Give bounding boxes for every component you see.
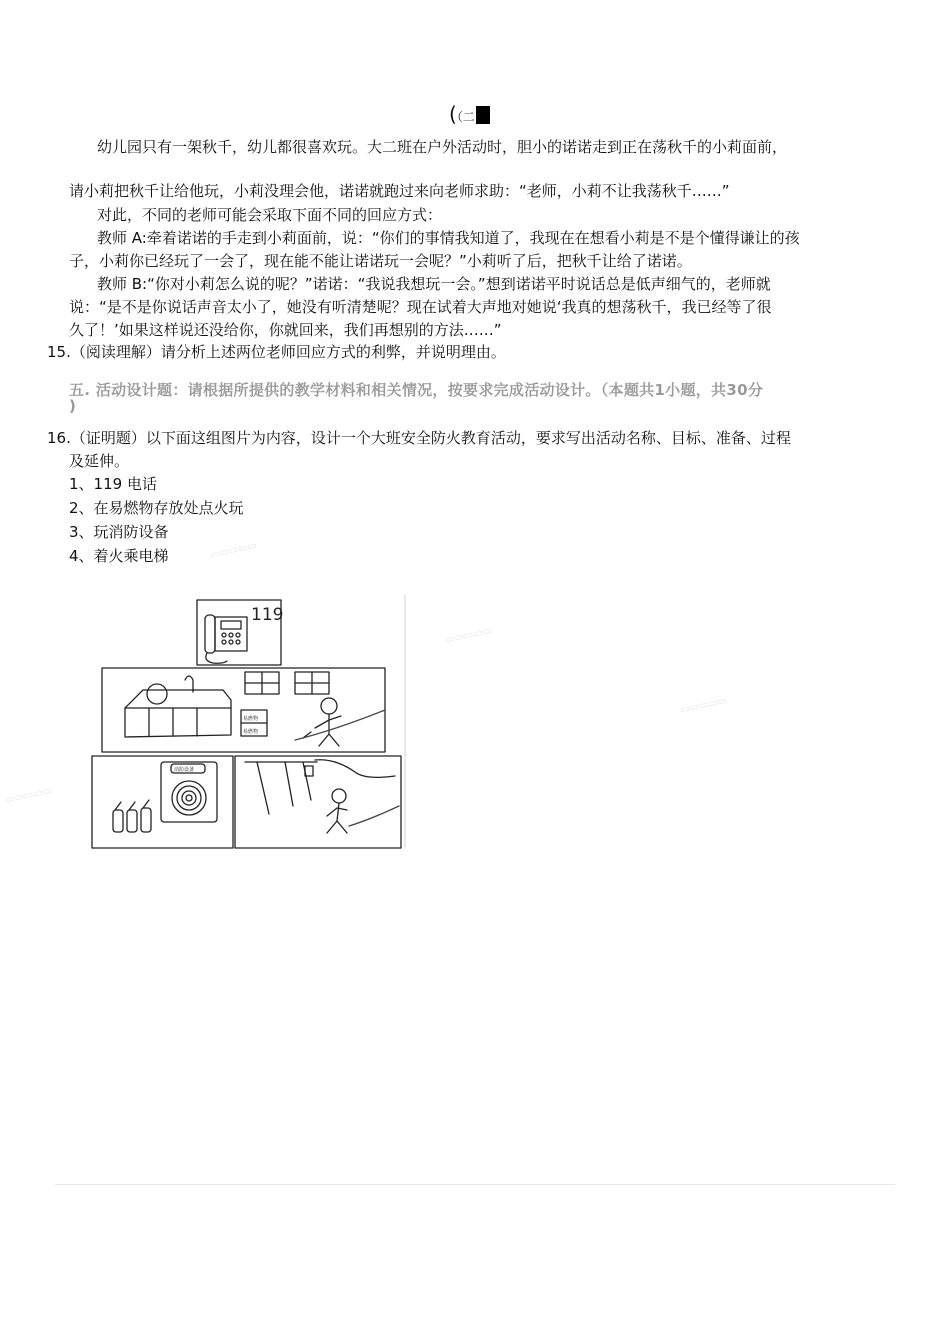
passage-line-4b: 子，小莉你已经玩了一会了，现在能不能让诺诺玩一会呢？”小莉听了后，把秋千让给了诺诺。 — [69, 252, 692, 270]
panel-fire-equipment — [92, 756, 233, 848]
box-label-2: 易燃物 — [243, 729, 259, 735]
panel-elevator — [235, 756, 401, 848]
section-5-title-end: ) — [69, 397, 76, 415]
watermark: ▭▭▭▭▭ — [679, 695, 728, 716]
box-label-1: 易燃物 — [243, 716, 259, 722]
passage-line-5c: 久了！’如果这样说还没给你，你就回来，我们再想别的方法……” — [69, 321, 502, 339]
passage-line-5a: 教师 B:“你对小莉怎么说的呢？”诺诺：“我说我想玩一会。”想到诺诺平时说话总是低声细气的，老师就 — [97, 275, 771, 293]
phone-number: 119 — [251, 605, 284, 625]
question-16-item-2: 2、在易燃物存放处点火玩 — [69, 499, 244, 517]
panel-fire-play — [102, 668, 385, 752]
section-5-title: 五. 活动设计题：请根据所提供的教学材料和相关情况，按要求完成活动设计。（本题共1小题，共30分 — [69, 381, 764, 399]
question-16-line-2: 及延伸。 — [69, 452, 130, 470]
question-16-line-1: 16.（证明题）以下面这组图片为内容，设计一个大班安全防火教育活动，要求写出活动名称、目标、准备、过程 — [47, 429, 791, 447]
passage-line-2: 请小莉把秋千让给他玩，小莉没理会他，诺诺就跑过来向老师求助：“老师，小莉不让我荡秋千……” — [69, 182, 730, 200]
hose-label: 消防设备 — [174, 767, 195, 773]
footer-divider — [55, 1184, 895, 1185]
watermark: ▭▭▭▭▭ — [209, 540, 258, 561]
section-header — [449, 102, 490, 129]
passage-line-1: 幼儿园只有一架秋千，幼儿都很喜欢玩。大二班在户外活动时，胆小的诺诺走到正在荡秋千的小莉面前， — [97, 138, 788, 156]
header-redaction-block — [476, 106, 490, 124]
question-16-item-4: 4、着火乘电梯 — [69, 547, 169, 565]
header-paren: ( — [449, 102, 457, 126]
watermark: ▭▭▭▭▭ — [444, 625, 493, 646]
watermark: ▭▭▭▭▭ — [4, 785, 53, 806]
passage-line-3: 对此，不同的老师可能会采取下面不同的回应方式： — [97, 206, 443, 224]
question-16-item-1: 1、119 电话 — [69, 475, 157, 493]
passage-line-5b: 说：“是不是你说话声音太小了，她没有听清楚呢？现在试着大声地对她说‘我真的想荡秋千，我已经等了很 — [69, 298, 772, 316]
question-15: 15.（阅读理解）请分析上述两位老师回应方式的利弊，并说明理由。 — [47, 343, 506, 361]
fire-safety-illustrations — [85, 590, 410, 855]
header-label: （二 — [456, 110, 475, 124]
passage-line-4a: 教师 A:牵着诺诺的手走到小莉面前，说：“你们的事情我知道了，我现在在想看小莉是不是个懂得谦让的孩 — [97, 229, 800, 247]
question-16-item-3: 3、玩消防设备 — [69, 523, 169, 541]
